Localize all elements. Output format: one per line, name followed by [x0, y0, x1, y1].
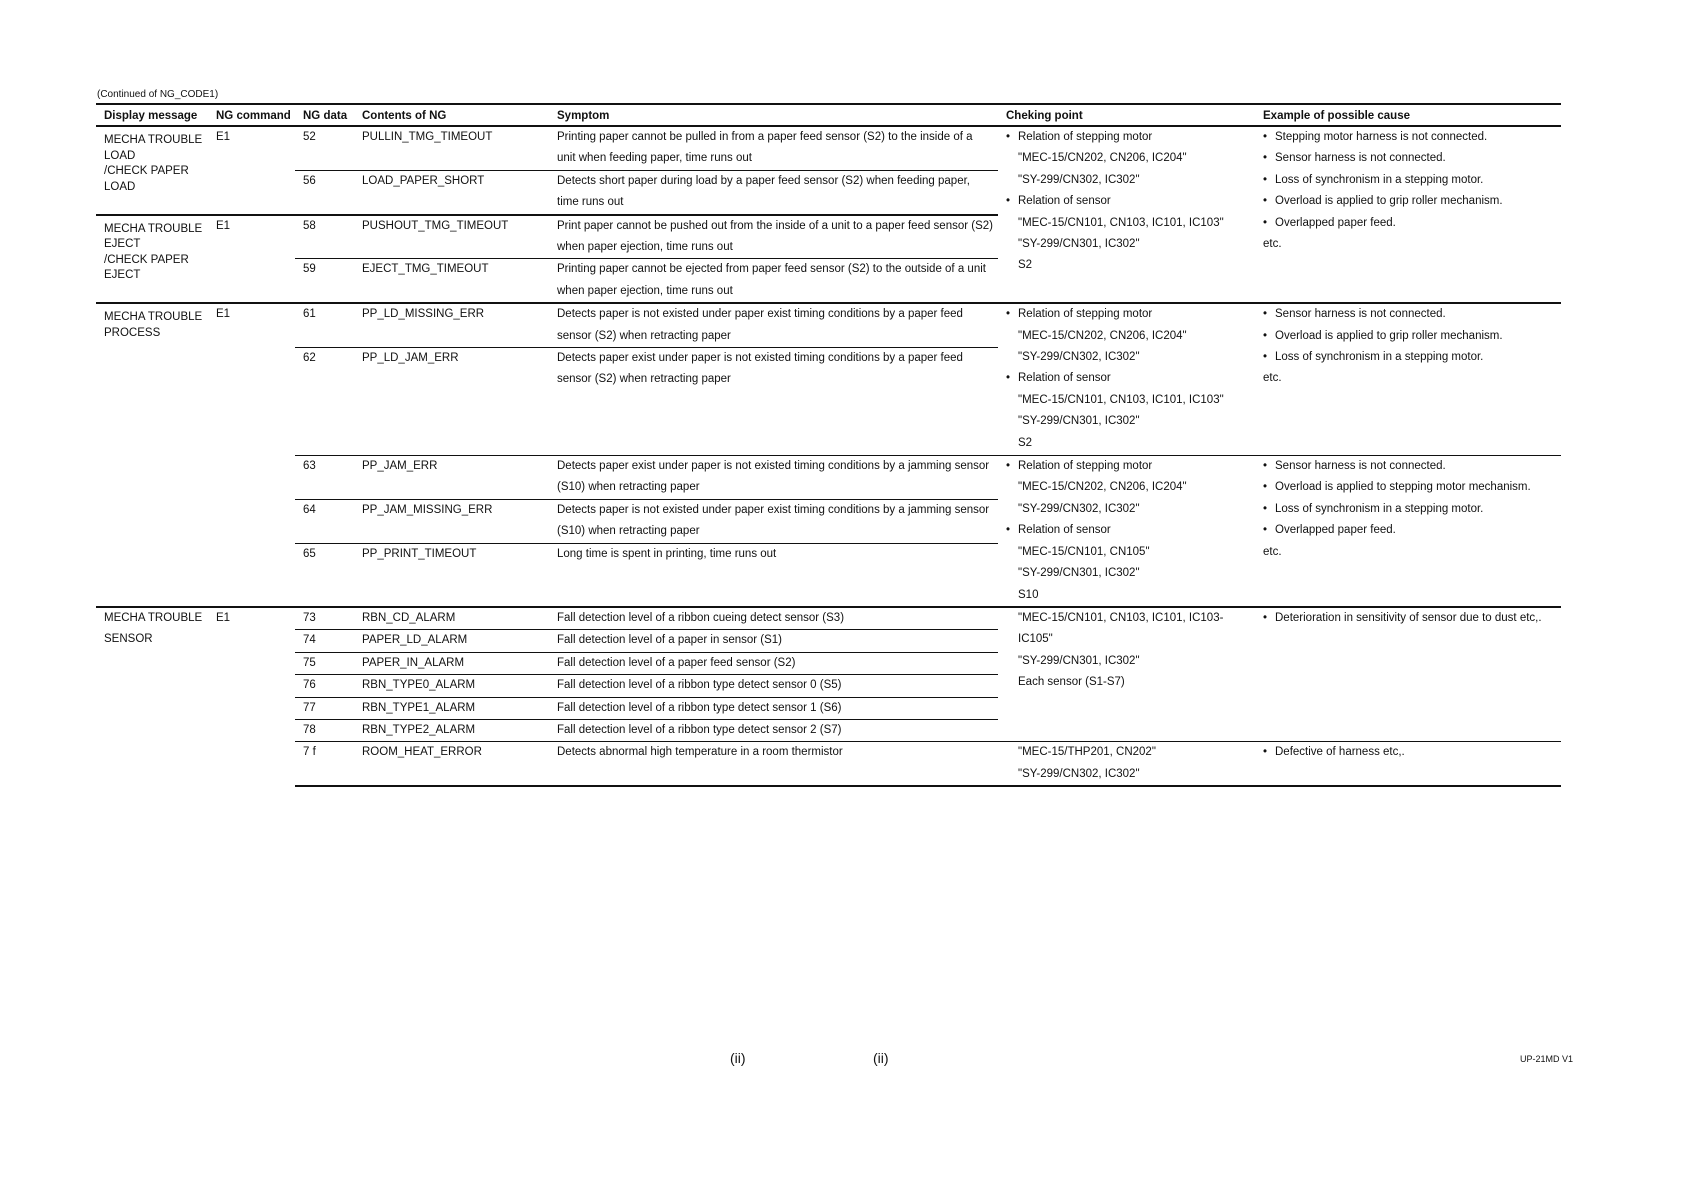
ng-contents-cell: PUSHOUT_TMG_TIMEOUT: [354, 215, 549, 259]
page-number-left: (ii): [730, 1050, 746, 1066]
check-item: "SY-299/CN301, IC302": [1018, 654, 1140, 667]
check-item: "SY-299/CN302, IC302": [1018, 767, 1140, 780]
cause-item: • Defective of harness etc,.: [1263, 742, 1557, 763]
symptom-cell: Fall detection level of a ribbon type detect sensor 2 (S7): [549, 719, 998, 741]
ng-data-cell: 74: [295, 630, 354, 652]
ng-contents-cell: PP_LD_JAM_ERR: [354, 348, 549, 456]
header-contents-of-ng: Contents of NG: [354, 104, 549, 126]
ng-contents-cell: ROOM_HEAT_ERROR: [354, 742, 549, 786]
cause-item: • Sensor harness is not connected.: [1263, 148, 1557, 169]
symptom-cell: Detects paper is not existed under paper exist timing conditions by a jamming sensor (S10) when retracting paper: [549, 499, 998, 543]
ng-contents-cell: RBN_TYPE0_ALARM: [354, 675, 549, 697]
check-item: "SY-299/CN302, IC302": [1018, 502, 1140, 515]
ng-command-cell: E1: [208, 126, 295, 215]
check-item: • Relation of sensor: [1006, 191, 1251, 212]
ng-data-cell: 58: [295, 215, 354, 259]
ng-data-cell: 56: [295, 170, 354, 214]
display-message-line: LOAD: [104, 180, 136, 193]
cause-item: • Loss of synchronism in a stepping motor.: [1263, 347, 1557, 368]
header-ng-command: NG command: [208, 104, 295, 126]
ng-command-cell: E1: [208, 215, 295, 304]
table-row: [96, 303, 1561, 347]
ng-data-cell: 64: [295, 499, 354, 543]
ng-code-table: [96, 103, 1561, 787]
ng-contents-cell: RBN_CD_ALARM: [354, 607, 549, 630]
table-row: [96, 607, 1561, 630]
model-label: UP-21MD V1: [1520, 1054, 1574, 1064]
ng-contents-cell: PP_JAM_ERR: [354, 456, 549, 500]
ng-command-cell: E1: [208, 607, 295, 786]
ng-data-cell: 65: [295, 543, 354, 607]
symptom-cell: Print paper cannot be pushed out from the inside of a unit to a paper feed sensor (S2) when paper ejection, time runs out: [549, 215, 998, 259]
ng-data-cell: 62: [295, 348, 354, 456]
cause-item: • Loss of synchronism in a stepping motor.: [1263, 499, 1557, 520]
header-ng-data: NG data: [295, 104, 354, 126]
check-item: "SY-299/CN302, IC302": [1018, 173, 1140, 186]
check-item: • Relation of stepping motor: [1006, 456, 1251, 477]
symptom-cell: Fall detection level of a ribbon type detect sensor 1 (S6): [549, 697, 998, 719]
possible-cause-cell: [1255, 456, 1561, 607]
checking-point-cell: [998, 607, 1255, 742]
ng-contents-cell: LOAD_PAPER_SHORT: [354, 170, 549, 214]
symptom-cell: Detects short paper during load by a paper feed sensor (S2) when feeding paper, time runs out: [549, 170, 998, 214]
ng-contents-cell: PAPER_IN_ALARM: [354, 652, 549, 674]
cause-item: • Overlapped paper feed.: [1263, 520, 1557, 541]
ng-data-cell: 76: [295, 675, 354, 697]
display-message-line: PROCESS: [104, 326, 161, 339]
symptom-cell: Detects paper is not existed under paper exist timing conditions by a paper feed sensor (S2) when retracting paper: [549, 303, 998, 347]
cause-item: etc.: [1263, 238, 1282, 251]
display-message-line: SENSOR: [104, 633, 153, 646]
check-item: "MEC-15/CN101, CN105": [1018, 545, 1150, 558]
check-item: • Relation of sensor: [1006, 520, 1251, 541]
check-item: "MEC-15/CN101, CN103, IC101, IC103": [1018, 216, 1224, 229]
check-item: S2: [1018, 436, 1033, 449]
table-row: [96, 742, 1561, 786]
cause-item: • Deterioration in sensitivity of sensor due to dust etc,.: [1263, 608, 1557, 629]
symptom-cell: Detects abnormal high temperature in a room thermistor: [549, 742, 998, 786]
ng-data-cell: 7 f: [295, 742, 354, 786]
display-message-cell: [96, 215, 208, 304]
ng-command-cell: E1: [208, 303, 295, 607]
checking-point-cell: [998, 126, 1255, 303]
cause-item: • Overload is applied to stepping motor mechanism.: [1263, 477, 1557, 498]
ng-contents-cell: EJECT_TMG_TIMEOUT: [354, 259, 549, 303]
check-item: "MEC-15/THP201, CN202": [1018, 746, 1156, 759]
possible-cause-cell: [1255, 607, 1561, 742]
ng-contents-cell: PP_JAM_MISSING_ERR: [354, 499, 549, 543]
check-item: "MEC-15/CN202, CN206, IC204": [1018, 481, 1187, 494]
symptom-cell: Detects paper exist under paper is not existed timing conditions by a paper feed sensor (S2) when retracting paper: [549, 348, 998, 456]
check-item: S2: [1018, 259, 1033, 272]
symptom-cell: Fall detection level of a paper in sensor (S1): [549, 630, 998, 652]
check-item: "MEC-15/CN101, CN103, IC101, IC103-IC105": [1018, 611, 1224, 646]
ng-contents-cell: RBN_TYPE2_ALARM: [354, 719, 549, 741]
cause-item: etc.: [1263, 545, 1282, 558]
display-message-cell: [96, 607, 208, 786]
symptom-cell: Fall detection level of a paper feed sensor (S2): [549, 652, 998, 674]
table-caption: (Continued of NG_CODE1): [97, 89, 219, 100]
ng-contents-cell: PULLIN_TMG_TIMEOUT: [354, 126, 549, 170]
header-possible-cause: Example of possible cause: [1255, 104, 1561, 126]
check-item: "MEC-15/CN202, CN206, IC204": [1018, 329, 1187, 342]
ng-data-cell: 77: [295, 697, 354, 719]
header-display-message: Display message: [96, 104, 208, 126]
possible-cause-cell: [1255, 742, 1561, 786]
display-message-line: MECHA TROUBLE: [104, 222, 203, 235]
check-item: "SY-299/CN301, IC302": [1018, 238, 1140, 251]
checking-point-cell: [998, 742, 1255, 786]
checking-point-cell: [998, 303, 1255, 455]
symptom-cell: Long time is spent in printing, time runs out: [549, 543, 998, 607]
symptom-cell: Detects paper exist under paper is not existed timing conditions by a jamming sensor (S10) when retracting paper: [549, 456, 998, 500]
check-item: S10: [1018, 588, 1039, 601]
check-item: • Relation of stepping motor: [1006, 304, 1251, 325]
display-message-cell: [96, 126, 208, 215]
table-header-row: [96, 104, 1561, 126]
ng-data-cell: 61: [295, 303, 354, 347]
header-symptom: Symptom: [549, 104, 998, 126]
check-item: "SY-299/CN301, IC302": [1018, 415, 1140, 428]
ng-data-cell: 52: [295, 126, 354, 170]
check-item: "MEC-15/CN202, CN206, IC204": [1018, 152, 1187, 165]
check-item: "MEC-15/CN101, CN103, IC101, IC103": [1018, 393, 1224, 406]
ng-contents-cell: PP_LD_MISSING_ERR: [354, 303, 549, 347]
cause-item: • Overlapped paper feed.: [1263, 213, 1557, 234]
display-message-line: /CHECK PAPER: [104, 253, 189, 266]
table-row: [96, 456, 1561, 500]
header-checking-point: Cheking point: [998, 104, 1255, 126]
check-item: "SY-299/CN301, IC302": [1018, 567, 1140, 580]
check-item: Each sensor (S1-S7): [1018, 676, 1125, 689]
display-message-line: EJECT: [104, 238, 141, 251]
checking-point-cell: [998, 456, 1255, 607]
check-item: • Relation of sensor: [1006, 368, 1251, 389]
ng-data-cell: 78: [295, 719, 354, 741]
symptom-cell: Printing paper cannot be pulled in from a paper feed sensor (S2) to the inside of a unit when feeding paper, time runs out: [549, 126, 998, 170]
ng-data-cell: 59: [295, 259, 354, 303]
cause-item: • Overload is applied to grip roller mechanism.: [1263, 191, 1557, 212]
check-item: • Relation of stepping motor: [1006, 127, 1251, 148]
table-row: [96, 126, 1561, 170]
display-message-cell: [96, 303, 208, 607]
ng-data-cell: 75: [295, 652, 354, 674]
cause-item: etc.: [1263, 372, 1282, 385]
symptom-cell: Fall detection level of a ribbon type detect sensor 0 (S5): [549, 675, 998, 697]
cause-item: • Stepping motor harness is not connected.: [1263, 127, 1557, 148]
page-number-right: (ii): [873, 1050, 889, 1066]
ng-data-cell: 73: [295, 607, 354, 630]
ng-data-cell: 63: [295, 456, 354, 500]
display-message-line: EJECT: [104, 269, 141, 282]
ng-contents-cell: PP_PRINT_TIMEOUT: [354, 543, 549, 607]
symptom-cell: Fall detection level of a ribbon cueing detect sensor (S3): [549, 607, 998, 630]
display-message-line: /CHECK PAPER: [104, 165, 189, 177]
display-message-line: MECHA TROUBLE: [104, 134, 203, 146]
ng-contents-cell: RBN_TYPE1_ALARM: [354, 697, 549, 719]
display-message-line: LOAD: [104, 149, 136, 162]
check-item: "SY-299/CN302, IC302": [1018, 351, 1140, 364]
possible-cause-cell: [1255, 126, 1561, 303]
cause-item: • Loss of synchronism in a stepping motor.: [1263, 170, 1557, 191]
display-message-line: MECHA TROUBLE: [104, 611, 203, 624]
display-message-line: MECHA TROUBLE: [104, 311, 203, 324]
symptom-cell: Printing paper cannot be ejected from paper feed sensor (S2) to the outside of a unit when paper ejection, time runs out: [549, 259, 998, 303]
cause-item: • Sensor harness is not connected.: [1263, 456, 1557, 477]
ng-contents-cell: PAPER_LD_ALARM: [354, 630, 549, 652]
cause-item: • Sensor harness is not connected.: [1263, 304, 1557, 325]
cause-item: • Overload is applied to grip roller mechanism.: [1263, 326, 1557, 347]
possible-cause-cell: [1255, 303, 1561, 455]
